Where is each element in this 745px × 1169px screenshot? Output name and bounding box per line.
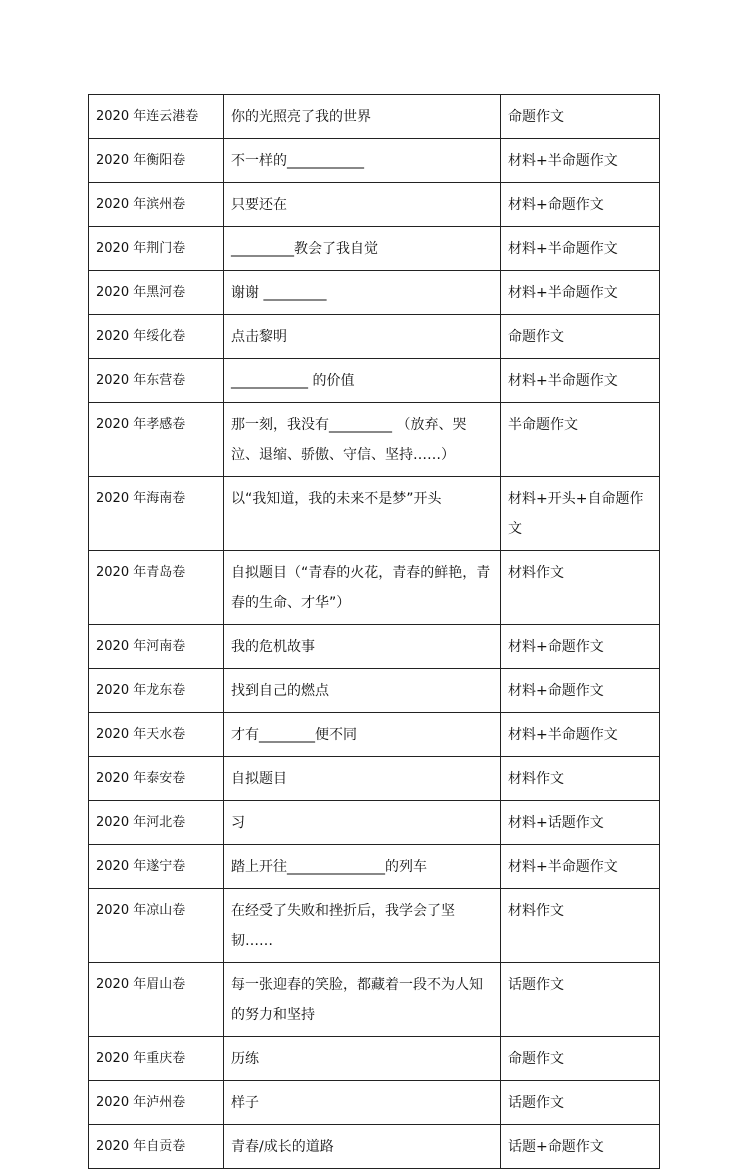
essay-topics-table (88, 94, 660, 1169)
essay-title-cell: 我的危机故事 (224, 625, 501, 669)
essay-type-cell: 材料作文 (501, 757, 660, 801)
region-cell: 2020 年眉山卷 (89, 963, 224, 1037)
essay-title-cell: 每一张迎春的笑脸，都藏着一段不为人知的努力和坚持 (224, 963, 501, 1037)
region-cell: 2020 年荆门卷 (89, 227, 224, 271)
region-cell: 2020 年黑河卷 (89, 271, 224, 315)
essay-type-cell: 材料+命题作文 (501, 625, 660, 669)
essay-title-cell: 在经受了失败和挫折后，我学会了坚韧…… (224, 889, 501, 963)
table-row (89, 889, 660, 963)
essay-title-cell: _________教会了我自觉 (224, 227, 501, 271)
essay-type-cell: 材料+半命题作文 (501, 139, 660, 183)
table-row (89, 625, 660, 669)
region-cell: 2020 年青岛卷 (89, 551, 224, 625)
table-row (89, 227, 660, 271)
table-body (89, 95, 660, 1169)
table-row (89, 757, 660, 801)
table-row (89, 1081, 660, 1125)
region-cell: 2020 年海南卷 (89, 477, 224, 551)
essay-title-cell: 你的光照亮了我的世界 (224, 95, 501, 139)
table-row (89, 359, 660, 403)
essay-type-cell: 材料+半命题作文 (501, 271, 660, 315)
region-cell: 2020 年自贡卷 (89, 1125, 224, 1169)
table-row (89, 713, 660, 757)
essay-type-cell: 材料作文 (501, 889, 660, 963)
essay-type-cell: 话题作文 (501, 963, 660, 1037)
essay-title-cell: 习 (224, 801, 501, 845)
region-cell: 2020 年泰安卷 (89, 757, 224, 801)
region-cell: 2020 年滨州卷 (89, 183, 224, 227)
table-row (89, 183, 660, 227)
table-row (89, 845, 660, 889)
essay-title-cell: ___________ 的价值 (224, 359, 501, 403)
region-cell: 2020 年泸州卷 (89, 1081, 224, 1125)
essay-title-cell: 找到自己的燃点 (224, 669, 501, 713)
region-cell: 2020 年衡阳卷 (89, 139, 224, 183)
essay-type-cell: 半命题作文 (501, 403, 660, 477)
table-row (89, 315, 660, 359)
region-cell: 2020 年连云港卷 (89, 95, 224, 139)
region-cell: 2020 年凉山卷 (89, 889, 224, 963)
essay-title-cell: 不一样的___________ (224, 139, 501, 183)
essay-title-cell: 只要还在 (224, 183, 501, 227)
essay-title-cell: 那一刻，我没有_________ （放弃、哭泣、退缩、骄傲、守信、坚持……） (224, 403, 501, 477)
essay-type-cell: 材料+开头+自命题作文 (501, 477, 660, 551)
essay-title-cell: 样子 (224, 1081, 501, 1125)
region-cell: 2020 年遂宁卷 (89, 845, 224, 889)
essay-type-cell: 话题+命题作文 (501, 1125, 660, 1169)
essay-type-cell: 材料+半命题作文 (501, 713, 660, 757)
essay-type-cell: 命题作文 (501, 1037, 660, 1081)
table-row (89, 669, 660, 713)
table-row (89, 477, 660, 551)
essay-type-cell: 材料+命题作文 (501, 669, 660, 713)
essay-type-cell: 话题作文 (501, 1081, 660, 1125)
table-row (89, 801, 660, 845)
essay-title-cell: 自拟题目（“青春的火花，青春的鲜艳，青春的生命、才华”） (224, 551, 501, 625)
region-cell: 2020 年天水卷 (89, 713, 224, 757)
table-row (89, 1037, 660, 1081)
essay-title-cell: 历练 (224, 1037, 501, 1081)
essay-title-cell: 点击黎明 (224, 315, 501, 359)
table-row (89, 551, 660, 625)
essay-type-cell: 材料+半命题作文 (501, 227, 660, 271)
essay-title-cell: 踏上开往______________的列车 (224, 845, 501, 889)
region-cell: 2020 年龙东卷 (89, 669, 224, 713)
essay-type-cell: 材料+半命题作文 (501, 359, 660, 403)
region-cell: 2020 年重庆卷 (89, 1037, 224, 1081)
essay-type-cell: 材料+半命题作文 (501, 845, 660, 889)
essay-title-cell: 自拟题目 (224, 757, 501, 801)
table-row (89, 1125, 660, 1169)
essay-type-cell: 材料作文 (501, 551, 660, 625)
table-row (89, 403, 660, 477)
essay-title-cell: 谢谢 _________ (224, 271, 501, 315)
region-cell: 2020 年河北卷 (89, 801, 224, 845)
table-row (89, 271, 660, 315)
essay-type-cell: 材料+命题作文 (501, 183, 660, 227)
table-row (89, 95, 660, 139)
essay-title-cell: 以“我知道，我的未来不是梦”开头 (224, 477, 501, 551)
essay-type-cell: 命题作文 (501, 95, 660, 139)
essay-title-cell: 才有________便不同 (224, 713, 501, 757)
region-cell: 2020 年孝感卷 (89, 403, 224, 477)
essay-type-cell: 材料+话题作文 (501, 801, 660, 845)
region-cell: 2020 年河南卷 (89, 625, 224, 669)
essay-type-cell: 命题作文 (501, 315, 660, 359)
essay-title-cell: 青春/成长的道路 (224, 1125, 501, 1169)
region-cell: 2020 年绥化卷 (89, 315, 224, 359)
region-cell: 2020 年东营卷 (89, 359, 224, 403)
table-row (89, 139, 660, 183)
table-row (89, 963, 660, 1037)
